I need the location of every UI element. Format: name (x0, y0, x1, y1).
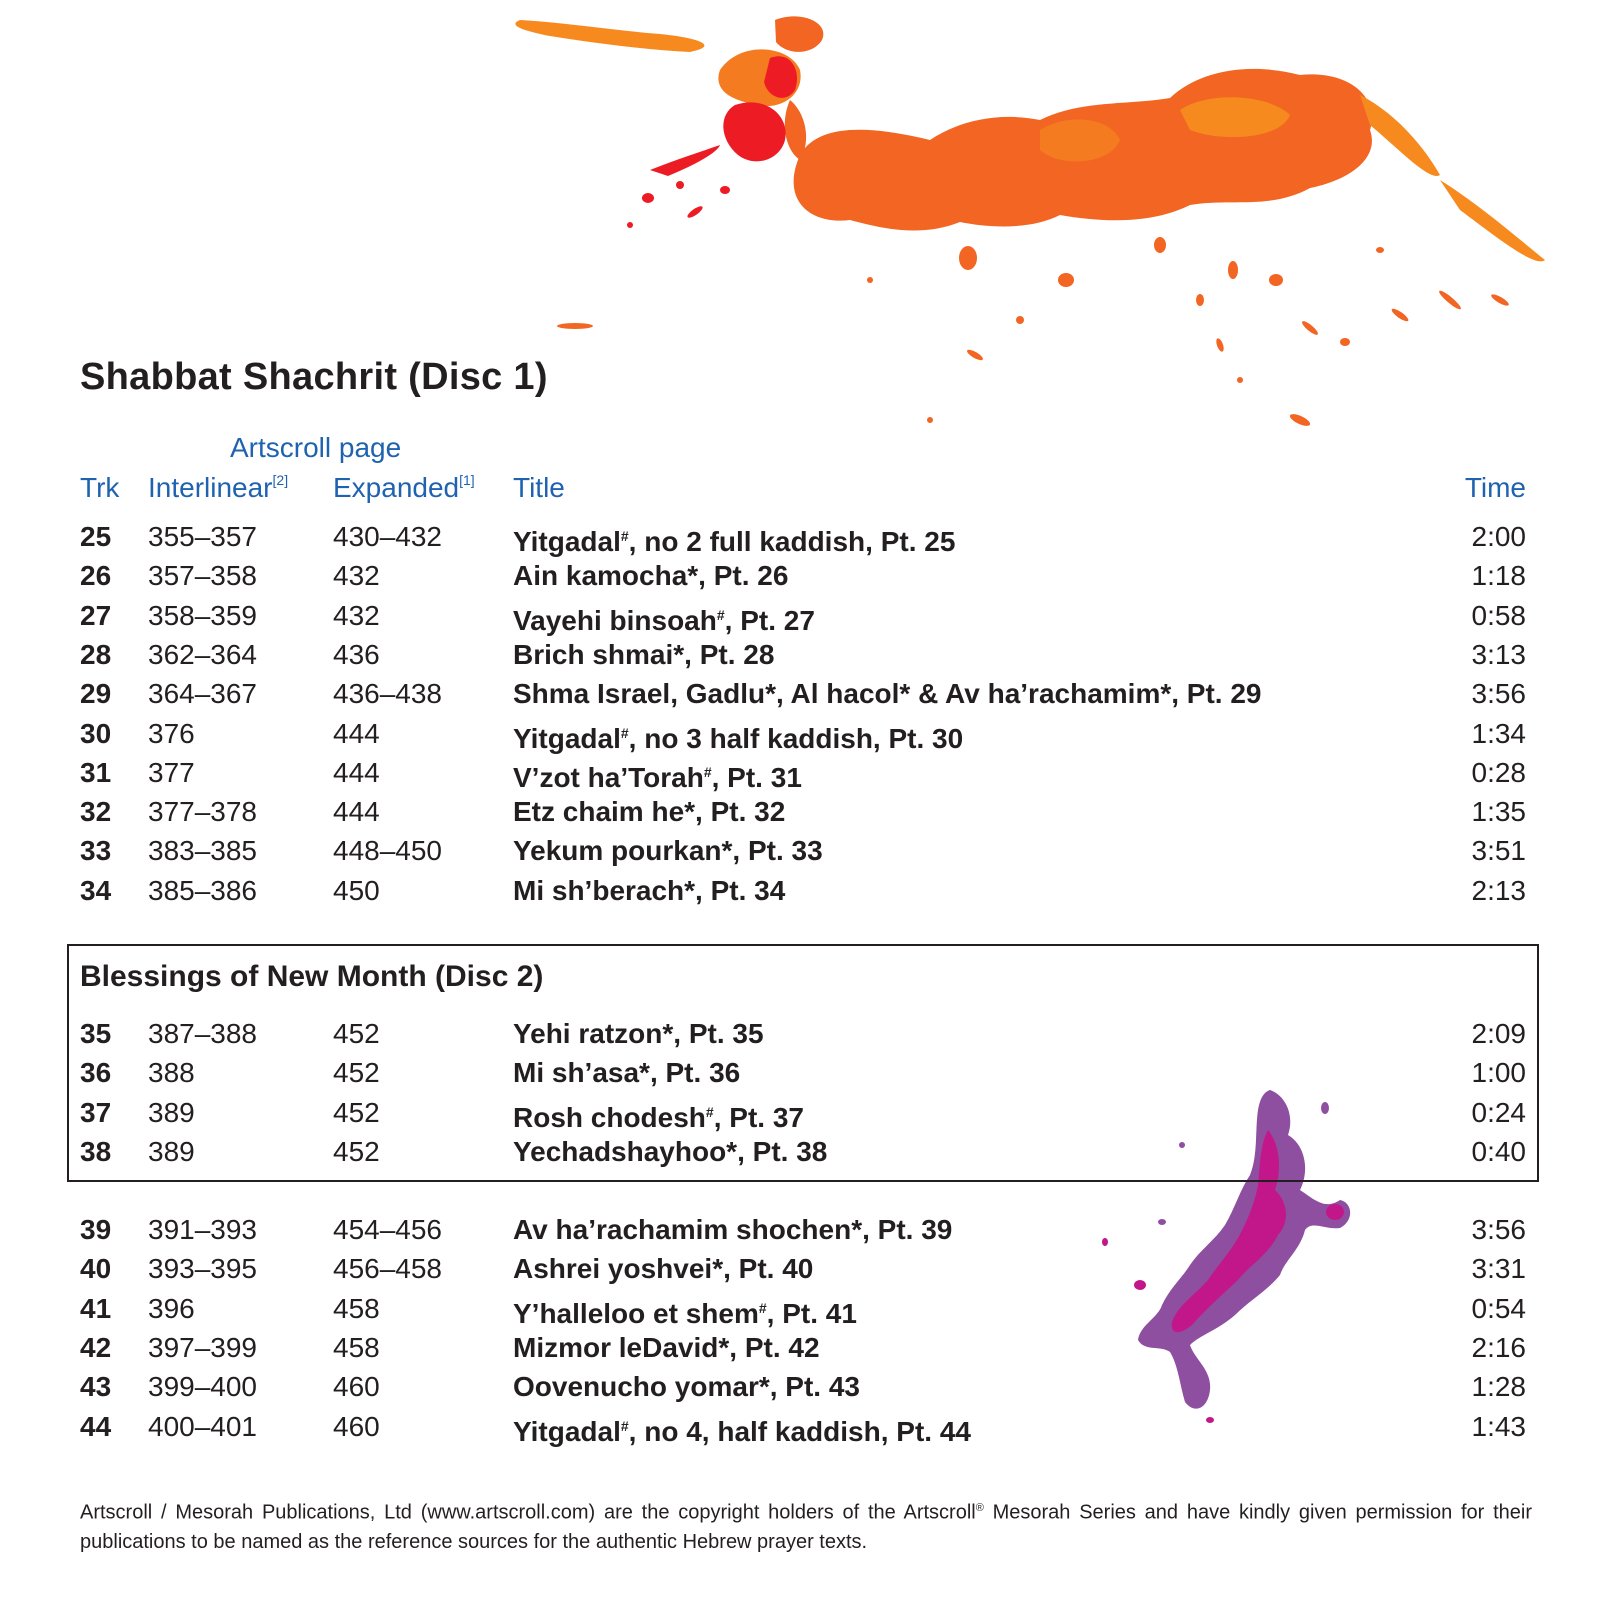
expanded-page: 452 (333, 1135, 380, 1167)
track-title (513, 674, 1262, 713)
track-number: 37 (80, 1096, 112, 1128)
track-number: 40 (80, 1253, 112, 1285)
new-month-heading: Blessings of New Month (Disc 2) (80, 960, 544, 993)
title-text: Brich shmai*, Pt. 28 (513, 638, 775, 670)
track-row (0, 1407, 1600, 1446)
interlinear-footnote-ref: [2] (272, 472, 289, 488)
hash-mark: # (620, 724, 629, 741)
track-number: 27 (80, 599, 112, 631)
track-number: 43 (80, 1371, 112, 1403)
expanded-page: 460 (333, 1371, 380, 1403)
track-title (513, 1093, 804, 1137)
expanded-page: 432 (333, 599, 380, 631)
track-time: 2:09 (1471, 1018, 1526, 1049)
column-header-time (1465, 472, 1526, 504)
interlinear-page: 388 (148, 1057, 195, 1089)
track-number: 38 (80, 1135, 112, 1167)
title-text: , no 2 full kaddish, Pt. 25 (628, 526, 956, 557)
track-time: 1:28 (1471, 1371, 1526, 1403)
interlinear-page: 383–385 (148, 835, 258, 867)
title-text: , Pt. 27 (724, 604, 815, 636)
track-title (513, 1289, 857, 1333)
track-title (513, 871, 785, 910)
track-title (513, 1328, 820, 1367)
expanded-page: 452 (333, 1057, 380, 1089)
expanded-page: 452 (333, 1018, 380, 1049)
interlinear-page: 376 (148, 717, 195, 749)
track-title (513, 1132, 827, 1171)
track-time: 0:58 (1471, 599, 1526, 631)
track-time: 1:35 (1471, 796, 1526, 828)
track-row (0, 674, 1600, 713)
track-number: 34 (80, 874, 112, 906)
track-title (513, 714, 963, 758)
track-time: 3:31 (1471, 1253, 1526, 1285)
interlinear-page: 399–400 (148, 1371, 258, 1403)
track-time: 2:13 (1471, 874, 1526, 906)
interlinear-page: 389 (148, 1135, 195, 1167)
orange-paint-splash (0, 0, 1600, 470)
track-title (513, 556, 788, 595)
track-number: 35 (80, 1018, 112, 1049)
title-text: , no 3 half kaddish, Pt. 30 (628, 722, 964, 754)
track-title (513, 831, 823, 870)
track-time: 1:34 (1471, 717, 1526, 749)
hash-mark: # (716, 606, 725, 623)
track-number: 44 (80, 1410, 112, 1442)
title-text: Yitgadal (513, 526, 621, 557)
track-row (0, 792, 1600, 831)
track-row (0, 831, 1600, 870)
interlinear-page: 355–357 (148, 521, 258, 552)
title-text: , Pt. 31 (711, 761, 802, 793)
track-row (0, 556, 1600, 595)
interlinear-page: 377 (148, 756, 195, 788)
registered-mark: ® (975, 1502, 984, 1514)
interlinear-page: 393–395 (148, 1253, 258, 1285)
track-number: 30 (80, 717, 112, 749)
expanded-page: 450 (333, 874, 380, 906)
track-time: 0:54 (1471, 1292, 1526, 1324)
hash-mark: # (758, 1299, 767, 1316)
track-time: 3:51 (1471, 835, 1526, 867)
track-row (0, 871, 1600, 910)
footnote-text-end: Mesorah Series and have kindly given permission for their publications to be named as the reference sources for the authentic Hebrew prayer texts. (80, 1501, 1533, 1553)
expanded-page: 430–432 (333, 521, 443, 552)
track-row (0, 635, 1600, 674)
interlinear-page: 387–388 (148, 1018, 258, 1049)
track-time: 0:28 (1471, 756, 1526, 788)
footnote-text-start: Artscroll / Mesorah Publications, Ltd (www.artscroll.com) are the copyright holders of the Artscroll (80, 1501, 976, 1524)
title-text: Yitgadal (513, 1415, 621, 1447)
track-title (513, 753, 802, 797)
track-row (0, 714, 1600, 753)
track-number: 36 (80, 1057, 112, 1089)
track-row (0, 753, 1600, 792)
expanded-page: 444 (333, 717, 380, 749)
track-number: 25 (80, 521, 112, 552)
track-number: 32 (80, 796, 112, 828)
expanded-page: 444 (333, 756, 380, 788)
track-title (513, 1249, 813, 1288)
track-time: 0:24 (1471, 1096, 1526, 1128)
track-number: 33 (80, 835, 112, 867)
expanded-page: 432 (333, 560, 380, 592)
track-title (513, 1367, 860, 1406)
title-text: Oovenucho yomar*, Pt. 43 (513, 1371, 860, 1403)
expanded-page: 458 (333, 1331, 380, 1363)
title-text: Yechadshayhoo*, Pt. 38 (513, 1135, 828, 1167)
title-text: , Pt. 37 (713, 1101, 804, 1133)
expanded-page: 454–456 (333, 1214, 443, 1245)
track-row (0, 1132, 1600, 1171)
column-header-trk (80, 472, 119, 504)
interlinear-page: 358–359 (148, 599, 258, 631)
interlinear-page: 377–378 (148, 796, 258, 828)
track-time: 2:00 (1471, 521, 1526, 552)
track-time: 3:13 (1471, 638, 1526, 670)
track-time: 1:18 (1471, 560, 1526, 592)
column-header-expanded (333, 472, 475, 504)
track-row (0, 1093, 1600, 1132)
title-text: Yehi ratzon*, Pt. 35 (513, 1018, 764, 1049)
title-text: Yekum pourkan*, Pt. 33 (513, 835, 823, 867)
column-header-expanded-label: Expanded (333, 472, 460, 503)
interlinear-page: 362–364 (148, 638, 258, 670)
expanded-page: 436–438 (333, 678, 443, 710)
track-number: 29 (80, 678, 112, 710)
track-number: 42 (80, 1331, 112, 1363)
track-time: 3:56 (1471, 1214, 1526, 1245)
title-text: Ain kamocha*, Pt. 26 (513, 560, 789, 592)
expanded-page: 460 (333, 1410, 380, 1442)
title-text: Y’halleloo et shem (513, 1297, 759, 1329)
title-text: Shma Israel, Gadlu*, Al hacol* & Av ha’rachamim*, Pt. 29 (513, 678, 1262, 710)
title-text: Yitgadal (513, 722, 621, 754)
hash-mark: # (705, 1103, 714, 1120)
title-text: Etz chaim he*, Pt. 32 (513, 796, 786, 828)
interlinear-page: 400–401 (148, 1410, 258, 1442)
track-title (513, 1014, 764, 1053)
hash-mark: # (703, 763, 712, 780)
interlinear-page: 397–399 (148, 1331, 258, 1363)
track-row (0, 1328, 1600, 1367)
track-row (0, 1367, 1600, 1406)
track-title (513, 635, 774, 674)
interlinear-page: 364–367 (148, 678, 258, 710)
track-title (513, 1210, 952, 1249)
track-time: 1:00 (1471, 1057, 1526, 1089)
column-header-time-label: Time (1464, 472, 1526, 503)
track-time: 0:40 (1471, 1135, 1526, 1167)
track-number: 28 (80, 638, 112, 670)
track-number: 39 (80, 1214, 112, 1245)
interlinear-page: 385–386 (148, 874, 258, 906)
column-header-trk-label: Trk (80, 472, 120, 503)
expanded-page: 436 (333, 638, 380, 670)
interlinear-page: 357–358 (148, 560, 258, 592)
expanded-footnote-ref: [1] (459, 472, 475, 488)
expanded-page: 458 (333, 1292, 380, 1324)
expanded-page: 444 (333, 796, 380, 828)
track-number: 31 (80, 756, 112, 788)
hash-mark: # (620, 1417, 629, 1434)
track-time: 2:16 (1471, 1331, 1526, 1363)
page-title: Shabbat Shachrit (Disc 1) (80, 356, 548, 398)
title-text: Mi sh’berach*, Pt. 34 (513, 874, 786, 906)
title-text: , no 4, half kaddish, Pt. 44 (628, 1415, 971, 1447)
column-header-interlinear (148, 472, 288, 504)
track-title (513, 596, 815, 640)
title-text: V’zot ha’Torah (513, 761, 704, 793)
track-row (0, 1014, 1600, 1053)
column-header-title-label: Title (513, 472, 565, 503)
column-header-title (513, 472, 565, 504)
artscroll-page-group-header: Artscroll page (230, 432, 402, 463)
interlinear-page: 389 (148, 1096, 195, 1128)
track-row (0, 1210, 1600, 1249)
expanded-page: 452 (333, 1096, 380, 1128)
expanded-page: 448–450 (333, 835, 443, 867)
track-number: 41 (80, 1292, 112, 1324)
track-title (513, 792, 785, 831)
column-header-interlinear-label: Interlinear (148, 472, 273, 503)
track-title (513, 1407, 971, 1451)
title-text: Av ha’rachamim shochen*, Pt. 39 (513, 1214, 953, 1245)
track-row (0, 1053, 1600, 1092)
track-row (0, 517, 1600, 556)
expanded-page: 456–458 (333, 1253, 443, 1285)
interlinear-page: 391–393 (148, 1214, 258, 1245)
title-text: Rosh chodesh (513, 1101, 706, 1133)
title-text: Mi sh’asa*, Pt. 36 (513, 1057, 741, 1089)
track-time: 3:56 (1471, 678, 1526, 710)
track-row (0, 1249, 1600, 1288)
track-number: 26 (80, 560, 112, 592)
track-title (513, 517, 955, 561)
track-title (513, 1053, 740, 1092)
title-text: Ashrei yoshvei*, Pt. 40 (513, 1253, 814, 1285)
interlinear-page: 396 (148, 1292, 195, 1324)
track-time: 1:43 (1471, 1410, 1526, 1442)
hash-mark: # (620, 528, 629, 544)
track-row (0, 1289, 1600, 1328)
title-text: , Pt. 41 (766, 1297, 857, 1329)
title-text: Mizmor leDavid*, Pt. 42 (513, 1331, 820, 1363)
copyright-footnote (80, 1494, 1532, 1557)
title-text: Vayehi binsoah (513, 604, 717, 636)
track-row (0, 596, 1600, 635)
